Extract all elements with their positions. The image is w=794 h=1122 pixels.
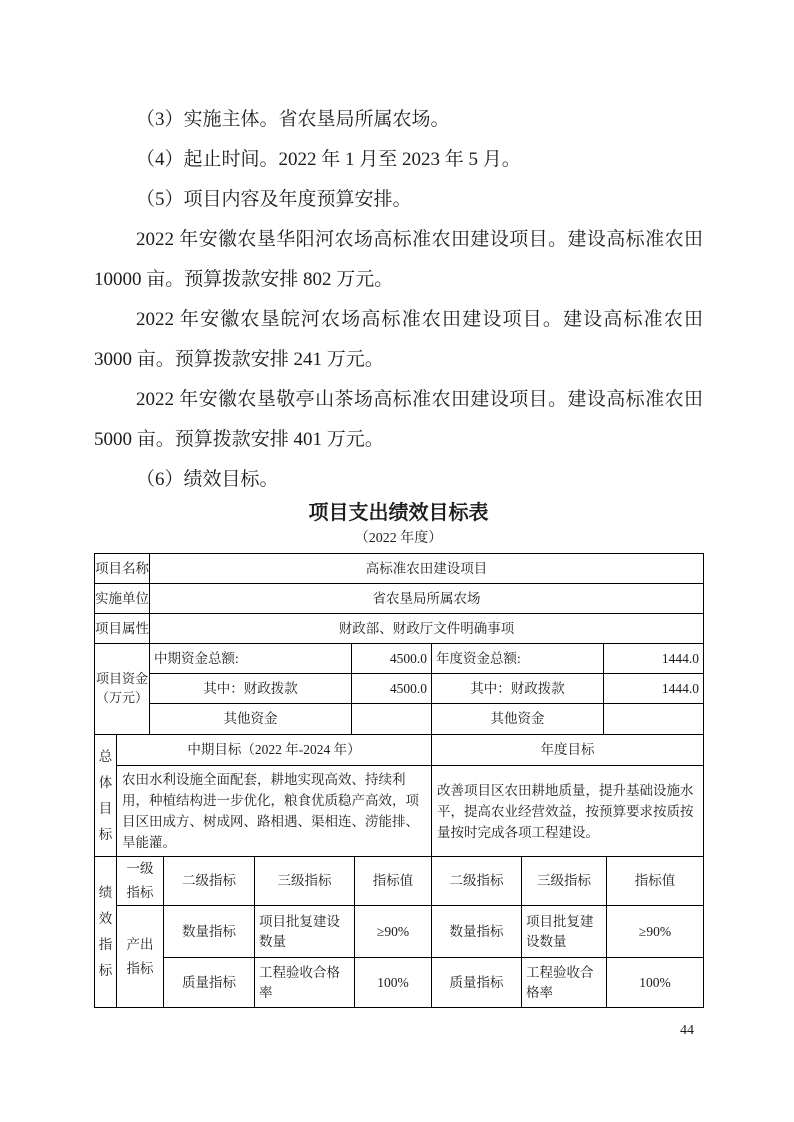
- mid-term-funds-total-label: 中期资金总额:: [150, 644, 352, 674]
- annual-funds-total-value: 1444.0: [604, 644, 704, 674]
- project-attribute-label: 项目属性: [95, 614, 150, 644]
- quantity-indicator-label-annual: 数量指标: [432, 906, 522, 958]
- annual-fiscal-allocation-value: 1444.0: [604, 674, 704, 704]
- mid-term-fiscal-allocation-value: 4500.0: [352, 674, 432, 704]
- quantity-indicator-name-annual: 项目批复建设数量: [522, 906, 607, 958]
- project-name-label: 项目名称: [95, 554, 150, 584]
- paragraph-3: （3）实施主体。省农垦局所属农场。: [136, 109, 450, 130]
- table-subtitle: （2022 年度）: [354, 531, 443, 546]
- paragraph-5: （5）项目内容及年度预算安排。: [136, 189, 412, 210]
- implementing-unit-label: 实施单位: [95, 584, 150, 614]
- performance-indicators-label: 绩效指标: [95, 857, 117, 1008]
- level2-indicator-header-annual: 二级指标: [432, 857, 522, 906]
- quality-indicator-value-mid: 100%: [355, 958, 432, 1008]
- page-number: 44: [680, 1023, 694, 1038]
- annual-goal-header: 年度目标: [432, 735, 704, 766]
- table-performance-indicators: [94, 856, 704, 1008]
- level3-indicator-header-annual: 三级指标: [522, 857, 607, 906]
- table-title: 项目支出绩效目标表: [308, 502, 489, 524]
- overall-goal-label: 总体目标: [95, 735, 117, 857]
- table-row: [95, 704, 704, 735]
- table-row: [95, 614, 704, 644]
- mid-term-other-funds-value: [352, 704, 432, 735]
- quantity-indicator-value-mid: ≥90%: [355, 906, 432, 958]
- table-overall-goal: [94, 734, 704, 857]
- mid-term-other-funds-label: 其他资金: [150, 704, 352, 735]
- annual-fiscal-allocation-label: 其中：财政拨款: [432, 674, 604, 704]
- level2-indicator-header-mid: 二级指标: [164, 857, 255, 906]
- table-row: [95, 958, 704, 1008]
- paragraph-6: （6）绩效目标。: [136, 469, 279, 490]
- annual-goal-text: 改善项目区农田耕地质量，提升基础设施水平，提高农业经营效益，按预算要求按质按量按时完成各项工程建设。: [432, 766, 704, 857]
- annual-other-funds-value: [604, 704, 704, 735]
- table-row: [95, 735, 704, 766]
- table-basic-info: [94, 553, 704, 644]
- annual-funds-total-label: 年度资金总额:: [432, 644, 604, 674]
- project-funds-label: 项目资金 （万元）: [95, 644, 150, 735]
- output-indicator-group-label: 产出指标: [117, 906, 164, 1008]
- mid-term-funds-total-value: 4500.0: [352, 644, 432, 674]
- mid-term-goal-text: 农田水利设施全面配套，耕地实现高效、持续利用，种植结构进一步优化，粮食优质稳产高效，项目区田成方、树成网、路相遇、渠相连、涝能排、旱能灌。: [117, 766, 432, 857]
- mid-term-goal-header: 中期目标（2022 年-2024 年）: [117, 735, 432, 766]
- table-row: [95, 554, 704, 584]
- paragraph-project-wanhe: 2022 年安徽农垦皖河农场高标准农田建设项目。建设高标准农田 3000 亩。预算拨款安排 241 万元。: [94, 309, 703, 370]
- table-row: [95, 766, 704, 857]
- table-project-funds: [94, 643, 704, 735]
- table-row: [95, 906, 704, 958]
- implementing-unit-value: 省农垦局所属农场: [150, 584, 704, 614]
- project-attribute-value: 财政部、财政厅文件明确事项: [150, 614, 704, 644]
- quality-indicator-label-annual: 质量指标: [432, 958, 522, 1008]
- quantity-indicator-label-mid: 数量指标: [164, 906, 255, 958]
- table-row: [95, 584, 704, 614]
- paragraph-project-huayanghe: 2022 年安徽农垦华阳河农场高标准农田建设项目。建设高标准农田 10000 亩。预算拨款安排 802 万元。: [94, 229, 703, 290]
- level3-indicator-header-mid: 三级指标: [255, 857, 355, 906]
- mid-term-fiscal-allocation-label: 其中：财政拨款: [150, 674, 352, 704]
- paragraph-4: （4）起止时间。2022 年 1 月至 2023 年 5 月。: [136, 149, 521, 170]
- table-row: [95, 674, 704, 704]
- table-row: [95, 857, 704, 906]
- quality-indicator-value-annual: 100%: [607, 958, 704, 1008]
- project-name-value: 高标准农田建设项目: [150, 554, 704, 584]
- annual-other-funds-label: 其他资金: [432, 704, 604, 735]
- level1-indicator-header: 一级指标: [117, 857, 164, 906]
- table-row: [95, 644, 704, 674]
- quality-indicator-name-annual: 工程验收合格率: [522, 958, 607, 1008]
- quantity-indicator-value-annual: ≥90%: [607, 906, 704, 958]
- document-content: [94, 100, 703, 1008]
- indicator-value-header-annual: 指标值: [607, 857, 704, 906]
- quality-indicator-label-mid: 质量指标: [164, 958, 255, 1008]
- indicator-value-header-mid: 指标值: [355, 857, 432, 906]
- quality-indicator-name-mid: 工程验收合格率: [255, 958, 355, 1008]
- paragraph-project-jingtingshan: 2022 年安徽农垦敬亭山茶场高标准农田建设项目。建设高标准农田 5000 亩。预算拨款安排 401 万元。: [94, 389, 703, 450]
- quantity-indicator-name-mid: 项目批复建设数量: [255, 906, 355, 958]
